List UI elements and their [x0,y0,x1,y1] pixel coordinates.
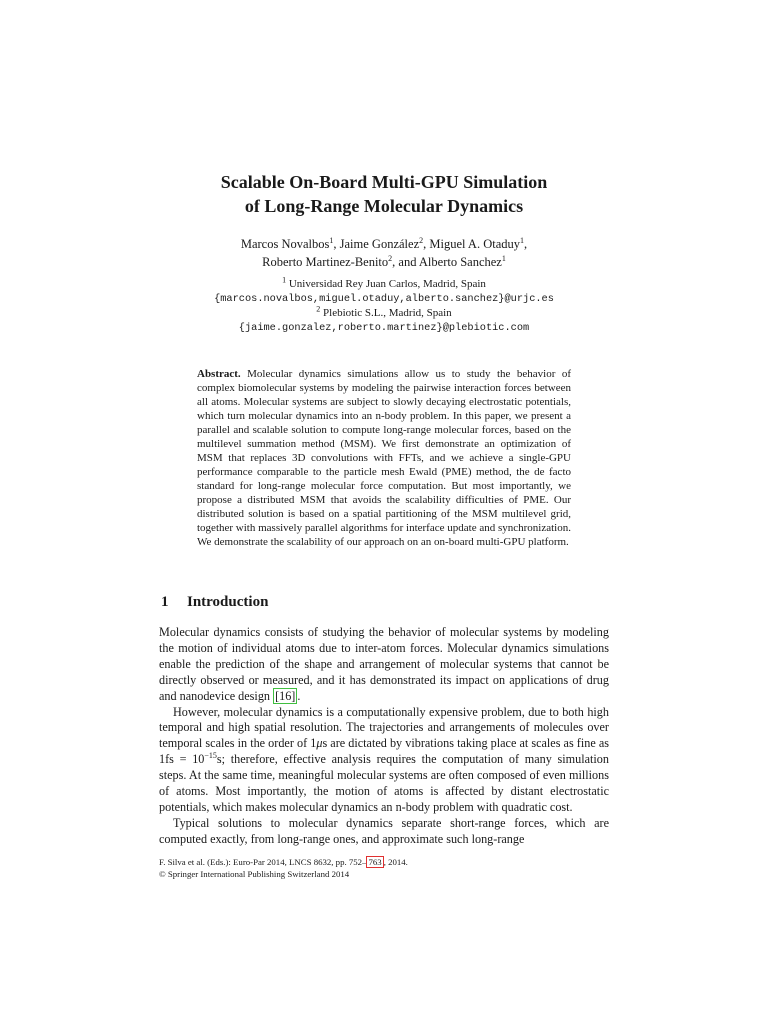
footnote-text: F. Silva et al. (Eds.): Euro-Par 2014, LNCS 8632, pp. 752– [159,857,367,867]
author-name: Jaime González [339,237,420,251]
author-line-2: Roberto Martinez-Benito$^2$, and Alberto Sanchez$^1$ [262,253,506,269]
author-name: Miguel A. Otaduy [429,237,520,251]
citation-link[interactable]: [16] [275,688,296,703]
author-name: Roberto Martinez-Benito [262,255,389,269]
affiliation-name: Plebiotic S.L., Madrid, Spain [323,307,452,319]
affiliation-1-email: {marcos.novalbos,miguel.otaduy,alberto.sanchez}@urjc.es [214,292,554,305]
math-mu: μ [316,736,323,751]
author-name: Marcos Novalbos [240,237,330,251]
paragraph-text: s; therefore, effective analysis requires the computation of many simulation steps. At the same time, meaningful molecular systems are often composed of even millions of atoms. Most importantly, the motion of atoms is affected by distant electrostatic potentials, which makes molecular dynamics an n-body problem with quadratic cost. [159,752,609,814]
paragraph-2 [159,705,609,816]
affiliation-name: Universidad Rey Juan Carlos, Madrid, Spain [288,278,486,290]
author-list [100,235,668,271]
footnote-line-1 [159,856,609,868]
paragraph-1 [159,625,609,705]
section-title: Introduction [187,594,269,610]
affiliations [100,277,668,335]
paragraph-text: However, molecular dynamics is a computationally expensive problem, due to both high temporal and high spatial resolution. The trajectories and arrangements of molecules over temporal scales in the order of 1 [159,704,609,751]
abstract-text: Molecular dynamics simulations allow us to study the behavior of complex biomolecular systems by modeling the pairwise interaction forces between all atoms. Molecular systems are subject to slowly decaying electrostatic potentials, which turn molecular dynamics into an n-body problem. In this paper, we present a parallel and scalable solution to compute long-range molecular forces, based on the multilevel summation method (MSM). We first demonstrate an optimization of MSM that replaces 3D convolutions with FFTs, and we achieve a single-GPU performance comparable to the particle mesh Ewald (PME) method, the de facto standard for long-range molecular force computation. But most importantly, we propose a distributed MSM that avoids the scalability difficulties of PME. Our distributed solution is based on a spatial partitioning of the MSM multilevel grid, together with massively parallel algorithms for interface update and synchronization. We demonstrate the scalability of our approach on an on-board multi-GPU platform. [197,368,571,548]
page-link[interactable]: 763 [368,857,382,867]
paper-title [100,170,668,218]
math-exponent: −15 [204,751,217,761]
affiliation-number: 2 [316,304,321,314]
body-text [159,625,609,848]
title-line-2: of Long-Range Molecular Dynamics [244,196,524,216]
author-line-1: Marcos Novalbos$^1$, Jaime González$^2$, Miguel A. Otaduy$^1$, [240,235,528,251]
author-affiliation-mark: 2 [388,253,393,263]
affiliation-2-email: {jaime.gonzalez,roberto.martinez}@plebiotic.com [238,321,530,334]
section-heading [161,592,268,612]
footnote-line-2: © Springer International Publishing Switzerland 2014 [159,869,350,879]
paragraph-text: s are dictated by vibrations taking place at scales as fine as 1fs = 10 [159,736,609,767]
footnote-text: , 2014. [383,857,408,867]
paragraph-text: Typical solutions to molecular dynamics separate short-range forces, which are computed exactly, from long-range ones, and approximate such long-range [159,815,609,846]
abstract [197,367,571,549]
affiliation-2 [100,306,668,321]
section-number: 1 [161,594,169,610]
author-affiliation-mark: 1 [329,235,334,245]
title-line-1: Scalable On-Board Multi-GPU Simulation [220,172,548,192]
affiliation-number: 1 [282,275,287,285]
author-name: and Alberto Sanchez [398,255,502,269]
footnote [159,856,609,880]
author-affiliation-mark: 2 [419,235,424,245]
affiliation-1 [100,277,668,292]
paragraph-text: . [297,688,301,703]
paragraph-3 [159,816,609,848]
paragraph-text: Molecular dynamics consists of studying the behavior of molecular systems by modeling the motion of individual atoms due to inter-atom forces. Molecular dynamics simulations enable the prediction of the shape and arrangement of molecular systems that cannot be directly observed or measured, and it has demonstrated its impact on applications of drug and nanodevice design [159,625,609,703]
author-affiliation-mark: 1 [520,235,524,245]
abstract-label: Abstract. [197,368,241,380]
author-affiliation-mark: 1 [501,253,506,263]
